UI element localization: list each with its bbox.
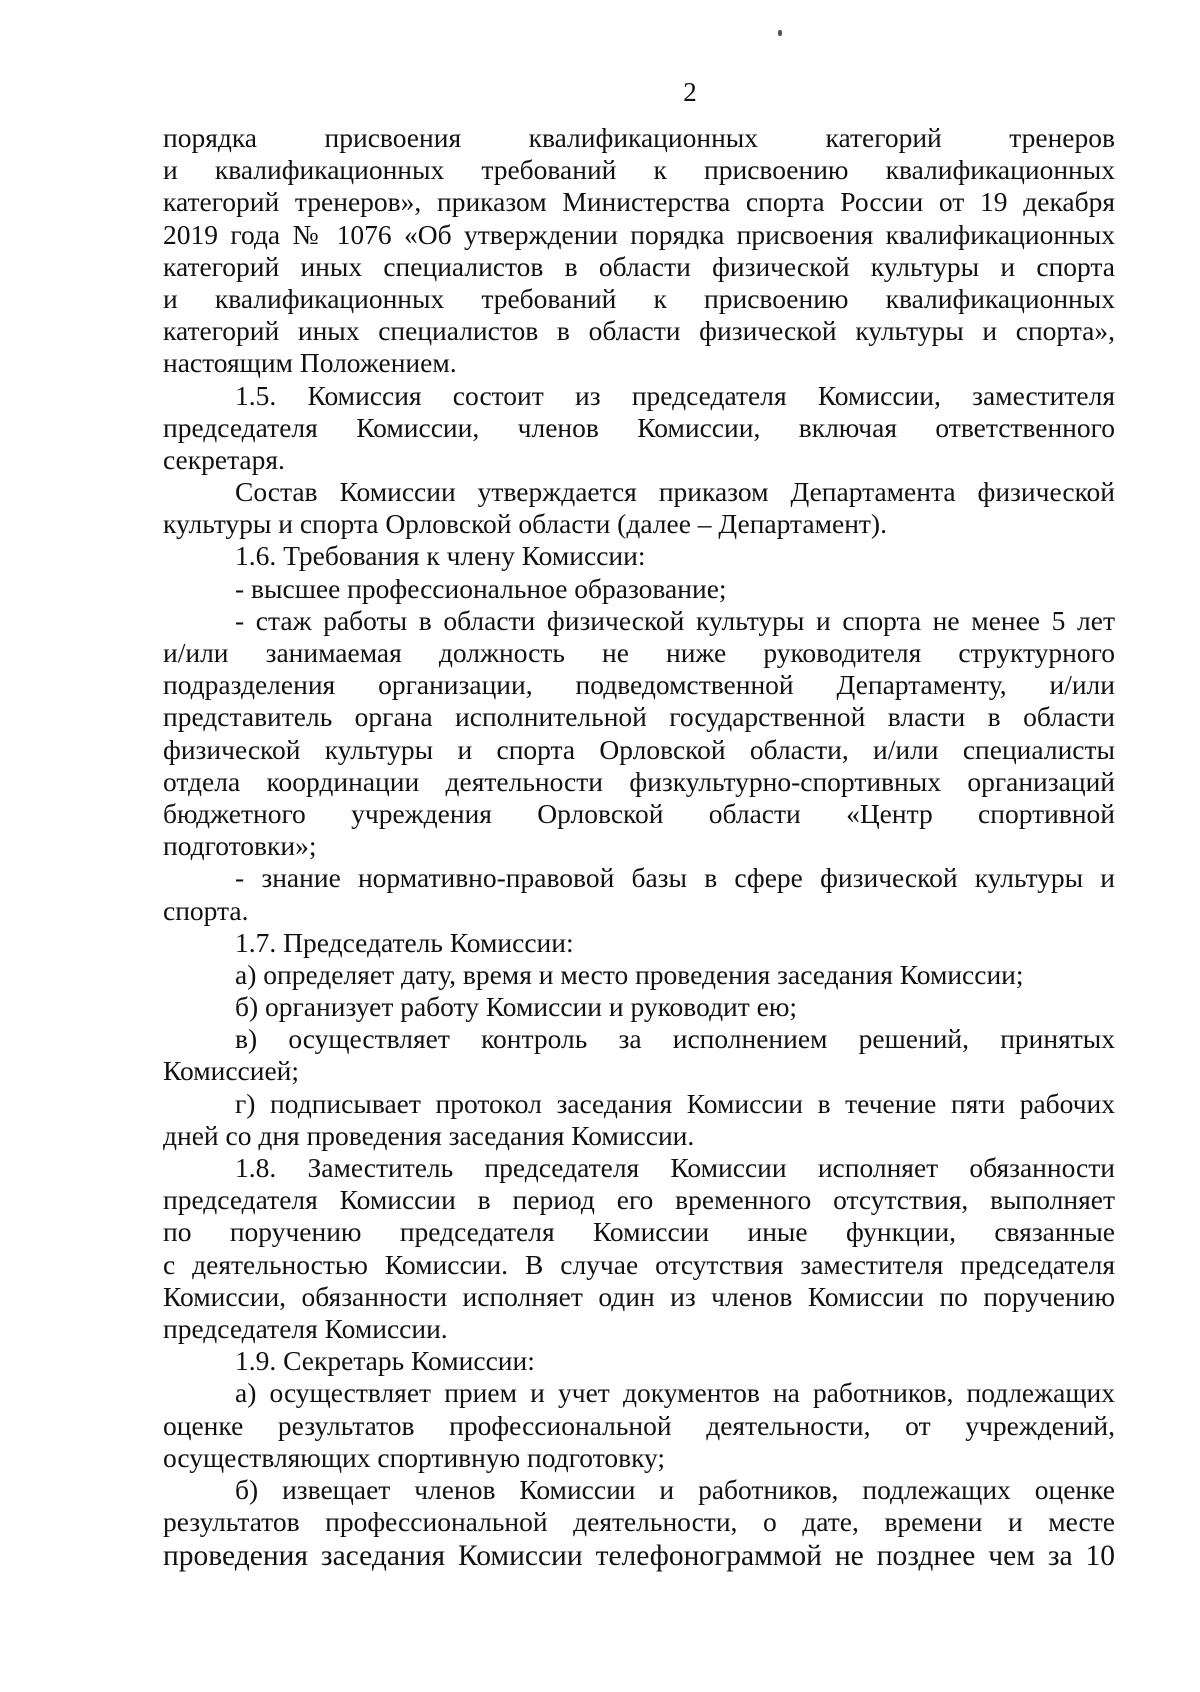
text-line: оценке результатов профессиональной деятельности, от учреждений,: [163, 1409, 1115, 1441]
text-line: проведения заседания Комиссии телефонограммой не позднее чем за 10: [163, 1540, 1115, 1573]
text-line: категорий тренеров», приказом Министерства спорта России от 19 декабря: [163, 186, 1115, 218]
text-line: а) осуществляет прием и учет документов на работников, подлежащих: [235, 1377, 1115, 1409]
text-line: 1.7. Председатель Комиссии:: [235, 926, 574, 958]
text-line: а) определяет дату, время и место проведения заседания Комиссии;: [235, 958, 1024, 990]
scan-speck: [778, 30, 782, 36]
text-line: б) извещает членов Комиссии и работников, подлежащих оценке: [235, 1473, 1115, 1505]
text-line: настоящим Положением.: [163, 347, 457, 379]
text-line: и квалификационных требований к присвоению квалификационных: [163, 282, 1115, 314]
text-line: культуры и спорта Орловской области (далее – Департамент).: [163, 508, 887, 540]
text-line: Комиссией;: [163, 1055, 300, 1087]
text-line: - знание нормативно-правовой базы в сфере физической культуры и: [235, 862, 1115, 894]
text-line: председателя Комиссии, членов Комиссии, включая ответственного: [163, 411, 1115, 443]
text-line: с деятельностью Комиссии. В случае отсутствия заместителя председателя: [163, 1248, 1115, 1280]
text-line: подразделения организации, подведомственной Департаменту, и/или: [163, 669, 1115, 701]
text-line: 1.5. Комиссия состоит из председателя Комиссии, заместителя: [235, 379, 1115, 411]
text-line: - стаж работы в области физической культуры и спорта не менее 5 лет: [235, 604, 1115, 636]
text-line: 1.6. Требования к члену Комиссии:: [235, 540, 646, 572]
page-number: 2: [683, 77, 697, 107]
text-line: результатов профессиональной деятельности, о дате, времени и месте: [163, 1506, 1115, 1538]
text-line: председателя Комиссии.: [163, 1312, 448, 1344]
text-line: и квалификационных требований к присвоению квалификационных: [163, 154, 1115, 186]
text-line: Комиссии, обязанности исполняет один из членов Комиссии по поручению: [163, 1280, 1115, 1312]
text-line: подготовки»;: [163, 830, 317, 862]
text-line: отдела координации деятельности физкультурно-спортивных организаций: [163, 765, 1115, 797]
text-line: председателя Комиссии в период его временного отсутствия, выполняет: [163, 1184, 1115, 1216]
text-line: секретаря.: [163, 443, 285, 475]
text-line: бюджетного учреждения Орловской области «Центр спортивной: [163, 797, 1115, 829]
text-line: - высшее профессиональное образование;: [235, 572, 727, 604]
text-line: в) осуществляет контроль за исполнением решений, принятых: [235, 1023, 1115, 1055]
document-body: [163, 122, 1115, 1574]
text-line: Состав Комиссии утверждается приказом Департамента физической: [235, 476, 1115, 508]
text-line: г) подписывает протокол заседания Комиссии в течение пяти рабочих: [235, 1087, 1115, 1119]
text-line: представитель органа исполнительной государственной власти в области: [163, 701, 1115, 733]
text-line: дней со дня проведения заседания Комиссии.: [163, 1119, 695, 1151]
text-line: физической культуры и спорта Орловской области, и/или специалисты: [163, 733, 1115, 765]
text-line: 1.9. Секретарь Комиссии:: [235, 1345, 535, 1377]
text-line: спорта.: [163, 894, 249, 926]
text-line: 2019 года № 1076 «Об утверждении порядка присвоения квалификационных: [163, 218, 1115, 250]
text-line: категорий иных специалистов в области физической культуры и спорта: [163, 250, 1115, 282]
text-line: б) организует работу Комиссии и руководит ею;: [235, 991, 798, 1023]
text-line: осуществляющих спортивную подготовку;: [163, 1441, 666, 1473]
text-line: и/или занимаемая должность не ниже руководителя структурного: [163, 637, 1115, 668]
text-line: 1.8. Заместитель председателя Комиссии исполняет обязанности: [235, 1152, 1115, 1183]
text-line: по поручению председателя Комиссии иные функции, связанные: [163, 1216, 1115, 1248]
text-line: порядка присвоения квалификационных категорий тренеров: [163, 122, 1115, 153]
text-line: категорий иных специалистов в области физической культуры и спорта»,: [163, 315, 1115, 347]
